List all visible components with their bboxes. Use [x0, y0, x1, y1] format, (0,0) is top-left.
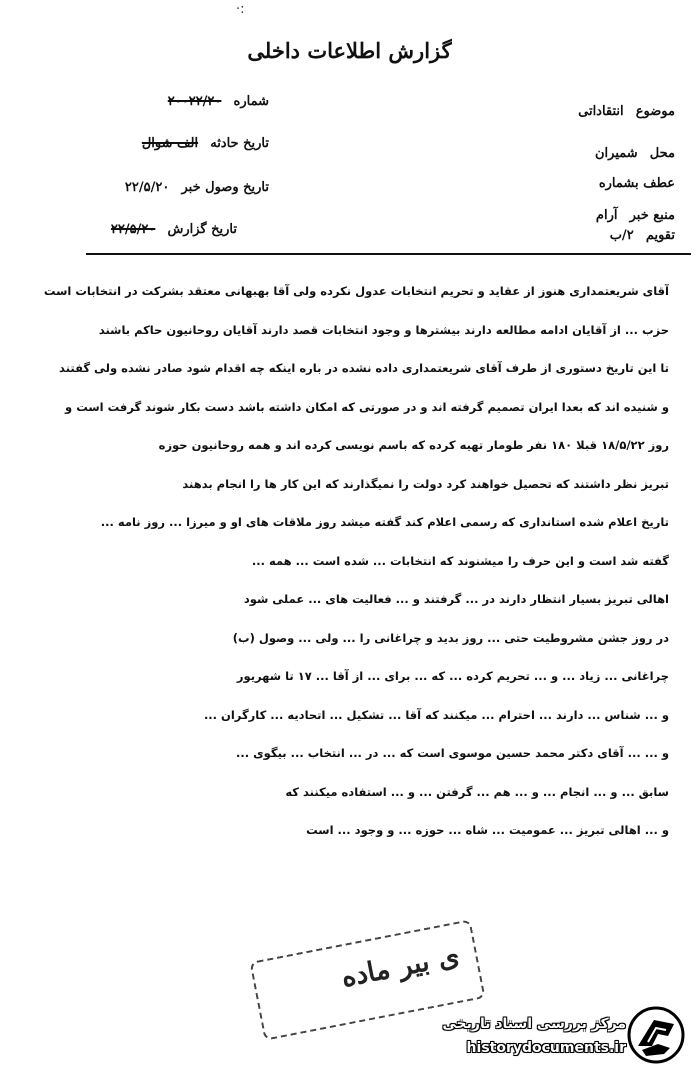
watermark-url: historydocuments.ir — [466, 1040, 626, 1056]
body-line: تاریخ اعلام شده استانداری که رسمی اعلام کند گفته میشد روز ملاقات های او و میرزا ... روز نامه ... — [100, 515, 669, 529]
body-line: گفته شد است و این حرف را میشنوند که انتخابات ... شده است ... همه ... — [251, 553, 669, 568]
field-attached — [599, 176, 675, 191]
attached-label: عطف بشماره — [598, 176, 675, 191]
body-line: سابق ... و ... انجام ... و ... هم ... گرفتن ... و ... استفاده میکنند که — [285, 784, 669, 799]
received-date-value: ۲۲/۵/۲۰ — [124, 180, 170, 195]
archive-logo-icon — [624, 1006, 688, 1064]
source-value: آرام — [595, 208, 618, 223]
body-line: اهالی تبریز بسیار انتظار دارند در ... گرفتند و ... فعالیت های ... عملی شود — [243, 592, 669, 606]
body-line: و ... اهالی تبریز ... عمومیت ... شاه ... حوزه ... و وجود ... است — [306, 823, 669, 837]
report-body — [29, 272, 669, 850]
body-line: در روز جشن مشروطیت حتی ... روز بدید و چراغانی را ... ولی ... وصول (ب) — [232, 630, 669, 645]
field-subject — [578, 104, 675, 119]
received-date-label: تاریخ وصول خبر — [181, 180, 269, 195]
body-line: و شنیده اند که بعدا ایران تصمیم گرفته اند و در صورتی که امکان داشته باشد دست بکار شوند گرفت است و — [65, 399, 669, 414]
place-label: محل — [649, 146, 675, 161]
number-value: ۲۰۰۲۲/۲۰ — [167, 94, 222, 109]
corner-mark: ·: — [236, 2, 245, 17]
field-event-date — [142, 136, 269, 151]
report-date-value: ۲۲/۵/۲۰ — [110, 222, 156, 237]
body-line: آقای شریعتمداری هنوز از عقاید و تحریم انتخابات عدول نکرده ولی آقا بهبهانی معتقد بشرکت در انتخابات است — [43, 284, 669, 298]
subject-label: موضوع — [635, 104, 675, 119]
body-line: تبریز نظر داشتند که تحصیل خواهند کرد دولت را نمیگذارند که این کار ها را انجام بدهند — [182, 476, 669, 491]
header-divider — [86, 253, 691, 255]
field-rating — [610, 228, 675, 243]
body-line: و ... شناس ... دارند ... احترام ... میکنند که آقا ... تشکیل ... اتحادیه ... کارگران ... — [203, 707, 669, 722]
body-line: روز ۱۸/۵/۲۲ قبلا ۱۸۰ نفر طومار تهیه کرده که باسم نویسی کرده اند و همه روحانیون حوزه — [158, 438, 669, 452]
rating-value: ۲/ب — [609, 228, 634, 243]
report-date-label: تاریخ گزارش — [167, 222, 237, 237]
body-line: تا این تاریخ دستوری از طرف آقای شریعتمداری داده نشده در باره اینکه چه اقدام شود صادر نشده ولی گفتند — [59, 361, 669, 375]
document-title: گزارش اطلاعات داخلی — [247, 38, 452, 63]
body-line: و ... ... آقای دکتر محمد حسین موسوی است که ... در ... انتخاب ... بیگوی ... — [236, 746, 669, 760]
source-label: منبع خبر — [629, 208, 675, 223]
field-number — [168, 94, 269, 109]
field-report-date — [111, 222, 237, 237]
rating-label: تقویم — [645, 228, 675, 243]
stamp-text: ی بیر ماده — [338, 940, 462, 994]
field-source — [596, 208, 675, 223]
watermark-org-name: مرکز بررسی اسناد تاریخی — [442, 1016, 626, 1032]
event-date-label: تاریخ حادثه — [210, 136, 269, 151]
place-value: شمیران — [594, 146, 638, 161]
event-date-value: الف شوال — [141, 136, 199, 151]
field-received-date — [125, 180, 269, 195]
number-label: شماره — [233, 94, 269, 109]
field-place — [595, 146, 675, 161]
body-line: چراغانی ... زیاد ... و ... تحریم کرده ... که ... برای ... از آقا ... ۱۷ تا شهریور — [236, 669, 669, 683]
body-line: حزب ... از آقایان ادامه مطالعه دارند بیشترها و وجود انتخابات قصد دارند آقایان روحانیون حاکم باشند — [98, 322, 669, 337]
subject-value: انتقاداتی — [578, 104, 624, 119]
